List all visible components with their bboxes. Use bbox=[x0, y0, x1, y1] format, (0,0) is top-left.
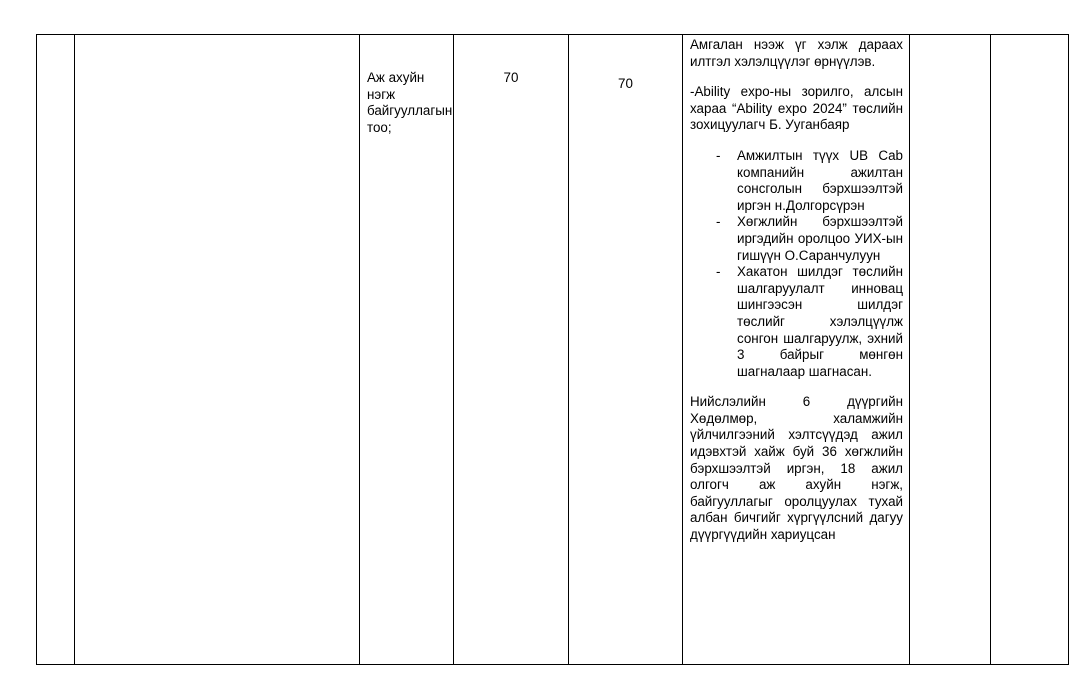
result-cell bbox=[683, 35, 910, 665]
indicator-text: Аж ахуйн нэгж байгууллагын тоо; bbox=[367, 70, 453, 135]
list-item bbox=[716, 264, 903, 380]
list-item-text: Амжилтын түүх UB Cab компанийн ажилтан сонсголын бэрхшээлтэй иргэн н.Долгорсүрэн bbox=[737, 147, 903, 213]
target-value: 70 bbox=[503, 70, 519, 85]
target-cell bbox=[454, 35, 569, 665]
list-dash: - bbox=[716, 264, 721, 280]
list-item-text: Хакатон шилдэг төслийн шалгаруулалт инновац шингээсэн шилдэг төслийг хэлэлцүүлж сонгон шалгаруулж, эхний 3 байрыг мөнгөн шагналаар шагнасан. bbox=[737, 264, 903, 379]
list-item bbox=[716, 214, 903, 264]
list-item bbox=[716, 148, 903, 214]
notes-cell bbox=[910, 35, 991, 665]
remarks-cell bbox=[991, 35, 1069, 665]
speaker-list bbox=[690, 148, 903, 380]
indicator-cell bbox=[360, 35, 454, 665]
activity-cell bbox=[75, 35, 360, 665]
table-row bbox=[37, 35, 1069, 665]
list-dash: - bbox=[716, 147, 721, 163]
result-closing: Нийслэлийн 6 дүүргийн Хөдөлмөр, халамжийн үйлчилгээний хэлтсүүдэд ажил идэвхтэй хайж буй 36 хөгжлийн бэрхшээлтэй иргэн, 18 ажил олгогч аж ахуйн нэгж, байгууллагыг оролцуулах тухай албан бичгийг хүргүүлсний дагуу дүүргүүдийн хариуцсан bbox=[690, 394, 903, 543]
result-intro: Амгалан нээж үг хэлж дараах илтгэл хэлэлцүүлэг өрнүүлэв. bbox=[690, 37, 903, 69]
list-item-text: Хөгжлийн бэрхшээлтэй иргэдийн оролцоо УИХ-ын гишүүн О.Саранчулуун bbox=[737, 214, 903, 263]
index-cell bbox=[37, 35, 75, 665]
actual-value: 70 bbox=[618, 76, 633, 91]
list-dash: - bbox=[716, 214, 721, 230]
report-table bbox=[36, 34, 1069, 665]
result-ability: -Ability expo-ны зорилго, алсын хараа “Ability expo 2024” төслийн зохицуулагч Б. Ууганбаяр bbox=[690, 84, 903, 133]
actual-cell bbox=[569, 35, 683, 665]
